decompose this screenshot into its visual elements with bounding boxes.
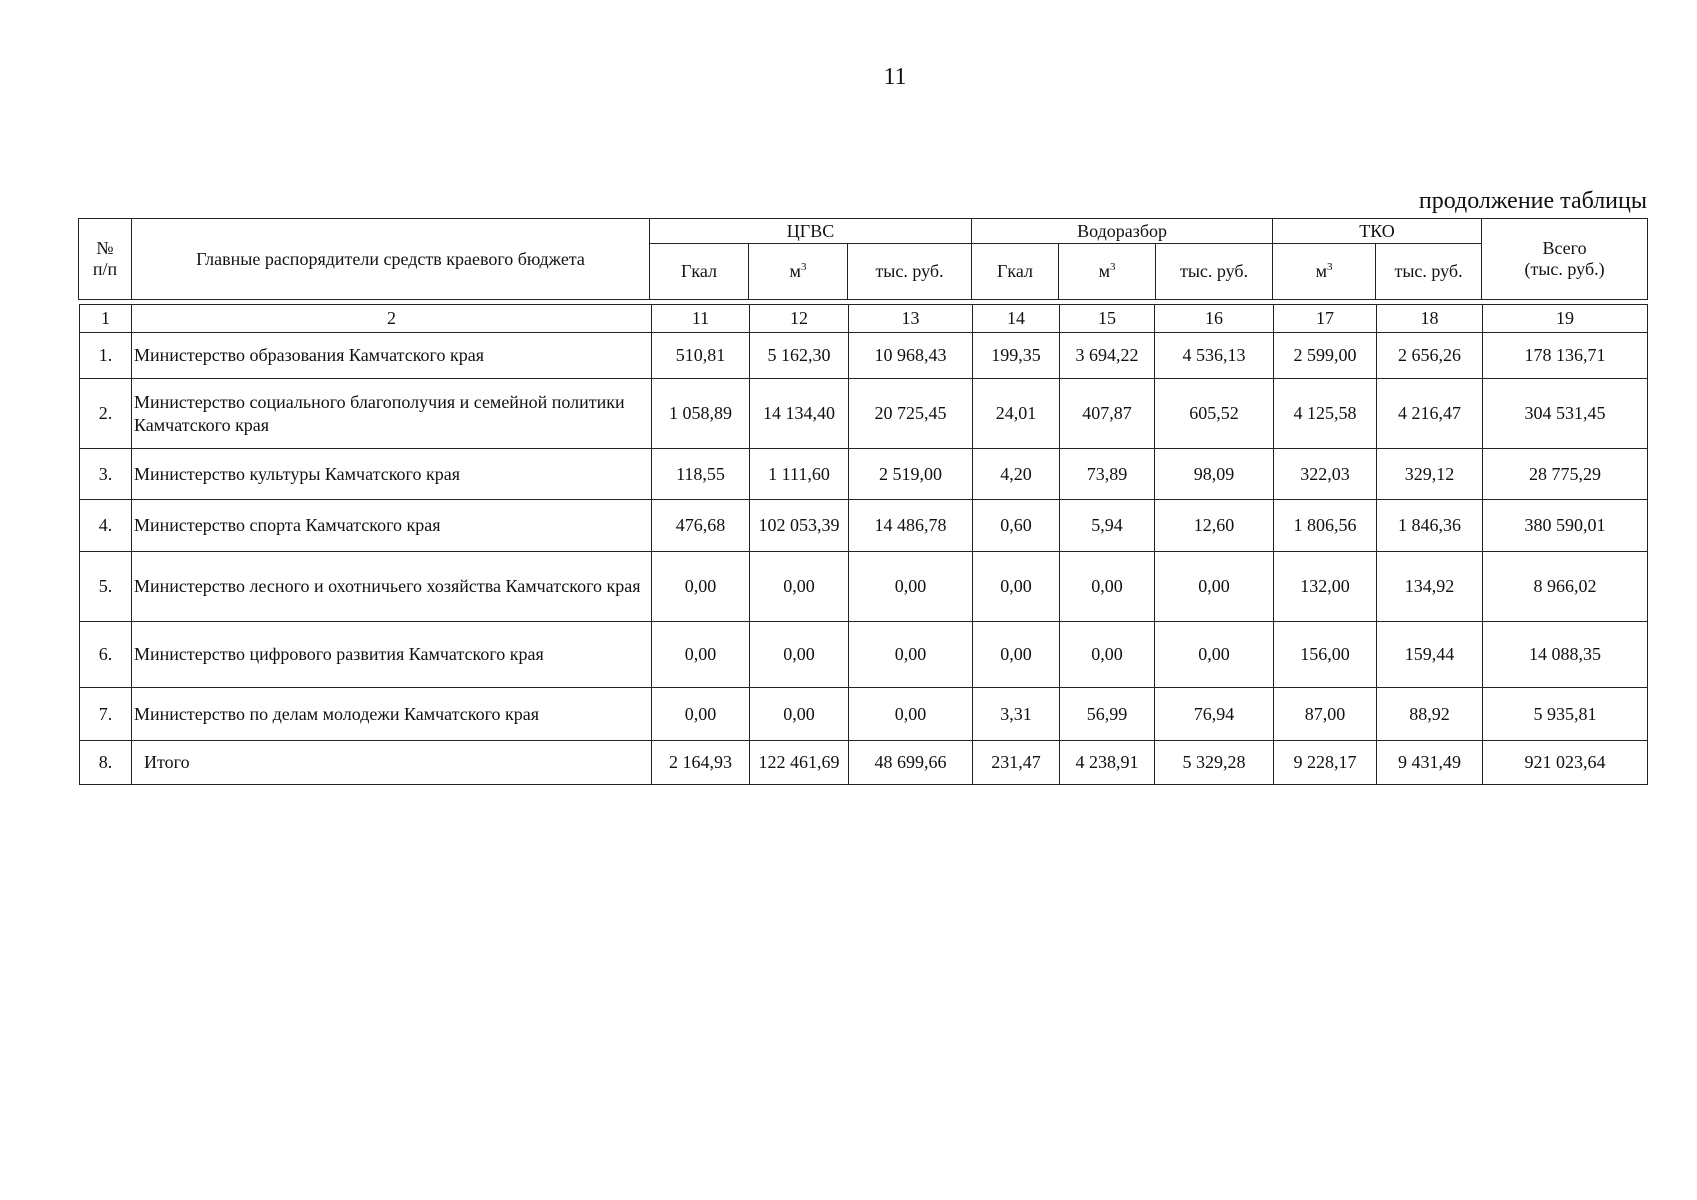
table-row (80, 333, 1648, 379)
cell-value: 14 088,35 (1483, 622, 1648, 688)
table-row (80, 688, 1648, 741)
cell-value: 2 164,93 (652, 741, 750, 785)
row-number: 6. (80, 622, 132, 688)
cell-value: 5,94 (1060, 500, 1155, 552)
cell-value: 159,44 (1377, 622, 1483, 688)
cell-value: 2 599,00 (1274, 333, 1377, 379)
row-number: 5. (80, 552, 132, 622)
cell-value: 3,31 (973, 688, 1060, 741)
column-number: 15 (1060, 305, 1155, 333)
continuation-label: продолжение таблицы (1418, 188, 1647, 214)
cell-value: 73,89 (1060, 449, 1155, 500)
header-total: Всего (тыс. руб.) (1482, 219, 1648, 300)
cell-value: 178 136,71 (1483, 333, 1648, 379)
column-number: 13 (849, 305, 973, 333)
cell-value: 87,00 (1274, 688, 1377, 741)
table-row (80, 379, 1648, 449)
row-number: 7. (80, 688, 132, 741)
cell-value: 304 531,45 (1483, 379, 1648, 449)
cell-value: 28 775,29 (1483, 449, 1648, 500)
column-number: 16 (1155, 305, 1274, 333)
cell-value: 0,00 (1060, 552, 1155, 622)
row-name: Министерство культуры Камчатского края (132, 449, 652, 500)
row-name: Министерство образования Камчатского края (132, 333, 652, 379)
cell-value: 102 053,39 (750, 500, 849, 552)
row-name: Министерство цифрового развития Камчатского края (132, 622, 652, 688)
cell-value: 0,00 (849, 688, 973, 741)
cell-value: 118,55 (652, 449, 750, 500)
table-row (80, 500, 1648, 552)
column-number: 14 (973, 305, 1060, 333)
cell-value: 1 111,60 (750, 449, 849, 500)
cell-value: 2 656,26 (1377, 333, 1483, 379)
cell-value: 0,00 (973, 552, 1060, 622)
column-number: 1 (80, 305, 132, 333)
column-number: 12 (750, 305, 849, 333)
cell-value: 407,87 (1060, 379, 1155, 449)
cell-value: 14 134,40 (750, 379, 849, 449)
header-no: № п/п (79, 219, 132, 300)
column-number: 11 (652, 305, 750, 333)
cell-value: 0,00 (1155, 552, 1274, 622)
cell-value: 5 162,30 (750, 333, 849, 379)
cell-value: 1 846,36 (1377, 500, 1483, 552)
cell-value: 1 806,56 (1274, 500, 1377, 552)
row-number: 4. (80, 500, 132, 552)
cell-value: 329,12 (1377, 449, 1483, 500)
cell-value: 156,00 (1274, 622, 1377, 688)
unit-rub: тыс. руб. (848, 244, 972, 300)
cell-value: 122 461,69 (750, 741, 849, 785)
cell-value: 88,92 (1377, 688, 1483, 741)
cell-value: 48 699,66 (849, 741, 973, 785)
row-number: 3. (80, 449, 132, 500)
cell-value: 76,94 (1155, 688, 1274, 741)
data-table (79, 304, 1648, 785)
cell-value: 98,09 (1155, 449, 1274, 500)
table-row (80, 552, 1648, 622)
cell-value: 56,99 (1060, 688, 1155, 741)
unit-m3: $м^3$ (1273, 244, 1376, 300)
cell-value: 9 431,49 (1377, 741, 1483, 785)
header-group-vodorazbor: Водоразбор (972, 219, 1273, 244)
cell-value: 0,00 (652, 688, 750, 741)
unit-rub: тыс. руб. (1156, 244, 1273, 300)
page-number: 11 (883, 64, 907, 90)
cell-value: 921 023,64 (1483, 741, 1648, 785)
column-number: 18 (1377, 305, 1483, 333)
cell-value: 10 968,43 (849, 333, 973, 379)
cell-value: 134,92 (1377, 552, 1483, 622)
unit-gcal: Гкал (650, 244, 749, 300)
row-name: Министерство лесного и охотничьего хозяйства Камчатского края (132, 552, 652, 622)
cell-value: 0,00 (652, 622, 750, 688)
cell-value: 5 329,28 (1155, 741, 1274, 785)
cell-value: 24,01 (973, 379, 1060, 449)
column-number: 2 (132, 305, 652, 333)
cell-value: 476,68 (652, 500, 750, 552)
header-group-tko: ТКО (1273, 219, 1482, 244)
cell-value: 20 725,45 (849, 379, 973, 449)
row-number: 8. (80, 741, 132, 785)
cell-value: 0,00 (652, 552, 750, 622)
cell-value: 14 486,78 (849, 500, 973, 552)
unit-m3: $м^3$ (749, 244, 848, 300)
unit-m3: $м^3$ (1059, 244, 1156, 300)
cell-value: 0,00 (750, 688, 849, 741)
cell-value: 199,35 (973, 333, 1060, 379)
cell-value: 0,00 (750, 552, 849, 622)
column-number: 19 (1483, 305, 1648, 333)
row-number: 1. (80, 333, 132, 379)
column-number: 17 (1274, 305, 1377, 333)
table-header (78, 218, 1648, 300)
cell-value: 0,00 (1155, 622, 1274, 688)
cell-value: 4 125,58 (1274, 379, 1377, 449)
cell-value: 132,00 (1274, 552, 1377, 622)
row-name: Министерство спорта Камчатского края (132, 500, 652, 552)
cell-value: 1 058,89 (652, 379, 750, 449)
row-name: Министерство социального благополучия и семейной политики Камчатского края (132, 379, 652, 449)
cell-value: 8 966,02 (1483, 552, 1648, 622)
cell-value: 0,00 (973, 622, 1060, 688)
cell-value: 5 935,81 (1483, 688, 1648, 741)
row-name: Министерство по делам молодежи Камчатского края (132, 688, 652, 741)
cell-value: 0,00 (849, 552, 973, 622)
cell-value: 12,60 (1155, 500, 1274, 552)
unit-gcal: Гкал (972, 244, 1059, 300)
cell-value: 0,00 (750, 622, 849, 688)
cell-value: 231,47 (973, 741, 1060, 785)
cell-value: 380 590,01 (1483, 500, 1648, 552)
unit-rub: тыс. руб. (1376, 244, 1482, 300)
cell-value: 3 694,22 (1060, 333, 1155, 379)
cell-value: 4 216,47 (1377, 379, 1483, 449)
cell-value: 2 519,00 (849, 449, 973, 500)
cell-value: 4,20 (973, 449, 1060, 500)
table-row-total (80, 741, 1648, 785)
header-group-cgvs: ЦГВС (650, 219, 972, 244)
column-number-row (80, 305, 1648, 333)
cell-value: 510,81 (652, 333, 750, 379)
row-name: Итого (132, 741, 652, 785)
cell-value: 9 228,17 (1274, 741, 1377, 785)
cell-value: 605,52 (1155, 379, 1274, 449)
cell-value: 0,00 (1060, 622, 1155, 688)
cell-value: 0,00 (849, 622, 973, 688)
row-number: 2. (80, 379, 132, 449)
cell-value: 322,03 (1274, 449, 1377, 500)
table-row (80, 449, 1648, 500)
table-row (80, 622, 1648, 688)
cell-value: 4 536,13 (1155, 333, 1274, 379)
cell-value: 0,60 (973, 500, 1060, 552)
cell-value: 4 238,91 (1060, 741, 1155, 785)
header-name: Главные распорядители средств краевого бюджета (132, 219, 650, 300)
